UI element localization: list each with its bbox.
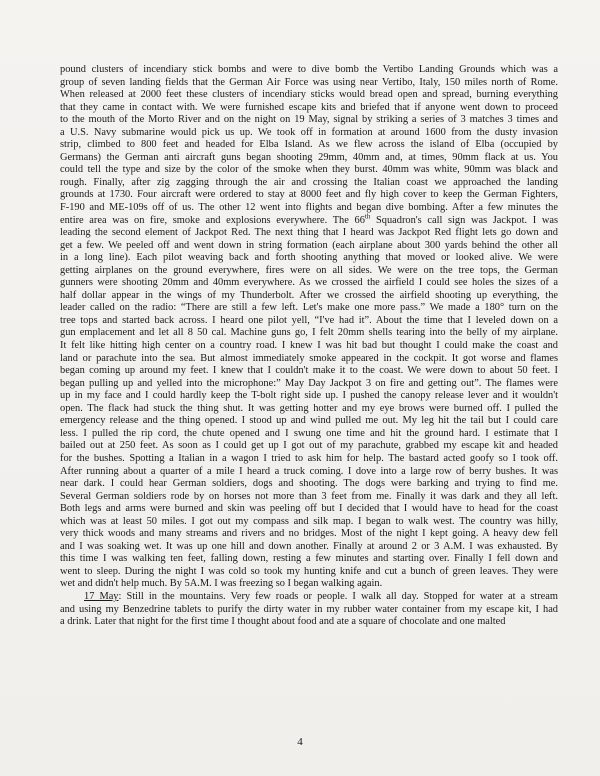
text-line: land or parachute into the sea. But almost immediately smoke appeared in the cockpit. It got worse and flames — [60, 352, 558, 364]
text-line: for the bushes. Spotting a Italian in a wagon I tried to ask him for help. The bastard acted goofy so I took off. — [60, 452, 558, 464]
text-line: tree tops and started back across. I heard one pilot yell, “I've had it”. About the time that I leveled down on a — [60, 314, 558, 326]
text-line: Both legs and arms were burned and skin was peeling off but I decided that I would have to head for the coast — [60, 503, 558, 515]
body-text — [60, 64, 558, 629]
text-line: Several German soldiers rode by on horses not more than 3 feet from me. Finally it was dark and they all left. — [60, 490, 558, 502]
text-line: open. The flack had stuck the thing shut. It was getting hotter and my eye brows were burned off. I pulled the — [60, 402, 558, 414]
text-line: went to sleep. During the night I was cold so took my hunting knife and cut a bunch of green leaves. They were — [60, 565, 558, 577]
text-line: getting airplanes on the ground everywhere, fires were on all sides. We were on the tree tops, the German — [60, 264, 558, 276]
text-line: very thick woods and many streams and rivers and no bridges. Most of the night I kept going. A heavy dew fell — [60, 528, 558, 540]
text-line: get a few. We peeled off and went down in string formation (each airplane about 300 yards behind the other all — [60, 239, 558, 251]
text-line: rough. Finally, after zig zagging through the air and crossing the Italian coast we approached the landing — [60, 176, 558, 188]
text-line: this time I was walking ten feet, falling down, resting a few minutes and starting over. Finally I fell down and — [60, 553, 558, 565]
text-line: that they came in contact with. We were furnished escape kits and briefed that if anyone went down to proceed — [60, 101, 558, 113]
text-line: in a long line). Each pilot weaving back and forth shooting anything that moved or looked alive. We were — [60, 252, 558, 264]
text-line: could tell the type and size by the color of the smoke when they burst. 40mm was white, 90mm was black and — [60, 164, 558, 176]
text-line: After running about a quarter of a mile I heard a truck coming. I dove into a large row of berry bushes. It was — [60, 465, 558, 477]
text-line: grounds at 1730. Four aircraft were ordered to stay at 8000 feet and fly high cover to keep the German Fighters, — [60, 189, 558, 201]
text-line: F-190 and ME-109s off of us. The other 12 went into flights and began dive bombing. After a few minutes the — [60, 202, 558, 214]
text-line: a drink. Later that night for the first time I thought about food and ate a square of chocolate and one malted — [60, 616, 506, 628]
text-line: which was at least 50 miles. I got out my compass and silk map. I began to walk west. The country was hilly, — [60, 515, 558, 527]
text-line: wet and didn't help much. By 5A.M. I was freezing so I began walking again. — [60, 578, 383, 590]
text-line: less. I pulled the rip cord, the chute opened and I swung one time and hit the ground hard. I estimate that I — [60, 427, 558, 439]
text-line: gun emplacement and let all 8 50 cal. Machine guns go, I felt 20mm shells tearing into the belly of my airplane. — [60, 327, 558, 339]
text-line: leader called on the radio: “There are still a few left. Let's make one more pass.” We made a 180° turn on the — [60, 302, 558, 314]
first-line-rest: : Still in the mountains. Very few roads or people. I walk all day. Stopped for water at a stream — [118, 590, 558, 602]
text-line: began coming up around my feet. I knew that I couldn't make it to the coast. We were down to about 50 feet. I — [60, 365, 558, 377]
text-line: began pulling up and yelled into the microphone:” May Day Jackpot 3 on fire and getting out”. The flames were — [60, 377, 558, 389]
text-line: a U.S. Navy submarine would pick us up. We took off in formation at around 1600 from the dusty invasion — [60, 126, 558, 138]
text-line: leading the second element of Jackpot Red. The next thing that I heard was Jackpot Red flight lets go down and — [60, 227, 558, 239]
text-line: strip, climbed to 800 feet and headed for Elba Island. As we flew across the island of Elba (occupied by — [60, 139, 558, 151]
text-line: group of seven landing fields that the German Air Force was using near Vertibo, Italy, 150 miles north of Rome. — [60, 76, 558, 88]
text-line: pound clusters of incendiary stick bombs and were to dive bomb the Vertibo Landing Grounds which was a — [60, 64, 558, 75]
paragraph-1 — [60, 64, 558, 591]
text-line: to the mouth of the Morto River and on the night on 19 May, signal by striking a series of 3 matches 3 times and — [60, 114, 558, 126]
text-line: emergency release and the thing opened. I stood up and wind pulled me out. My leg hit the tail but I could care — [60, 415, 558, 427]
text-line: and I was soaking wet. It was up one hill and down another. Finally at around 2 or 3 A.M. I was exhausted. By — [60, 540, 558, 552]
text-line: half dollar appear in the wings of my Thunderbolt. After we crossed the airfield shooting up everything, the — [60, 289, 558, 301]
paragraph-2 — [60, 591, 558, 629]
text-line: Germans) the German anti aircraft guns began shooting 29mm, 40mm and, at times, 90mm flack at us. You — [60, 151, 558, 163]
text-line: When released at 2000 feet these clusters of incendiary sticks would bread open and spread, burning everything — [60, 89, 558, 101]
text-line: entire area was on fire, smoke and explosions everywhere. The 66th Squadron's call sign was Jackpot. I was — [60, 212, 558, 226]
paragraph-2-first-line — [60, 591, 558, 604]
text-line: gunners were shooting 20mm and 40mm everywhere. As we crossed the airfield I could see holes the sizes of a — [60, 277, 558, 289]
text-line: It felt like hitting high center on a country road. I knew I was hit bad but thought I could make the coast and — [60, 340, 558, 352]
text-line: up in my face and I could hardly keep the T-bolt right side up. I pushed the canopy release lever and it wouldn't — [60, 390, 558, 402]
page-number: 4 — [297, 736, 303, 748]
text-line: near dark. I could hear German soldiers, dogs and shooting. The dogs were barking and trying to find me. — [60, 478, 558, 490]
date-label: 17 May — [84, 590, 119, 602]
text-line: bailed out at 250 feet. As soon as I could get up I got out of my parachute, grabbed my escape kit and headed — [60, 440, 558, 452]
text-line: and using my Benzedrine tablets to purify the dirty water in my rubber water container from my escape kit, I had — [60, 603, 558, 615]
